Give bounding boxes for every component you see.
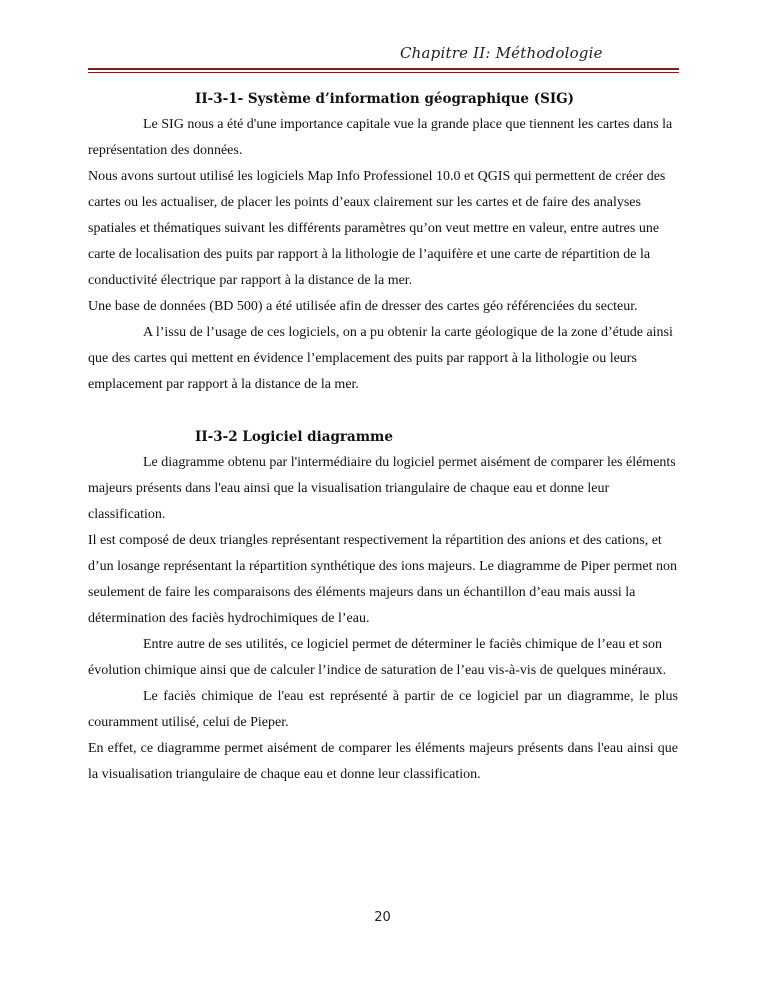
section-title-diagramme: II-3-2 Logiciel diagramme [195, 429, 393, 445]
paragraph: A l’issu de l’usage de ces logiciels, on a pu obtenir la carte géologique de la zone d’étude ainsi que des cartes qui mettent en évidence l’emplacement des puits par rapport à la lithologie ou leurs emplacement par rapport à la distance de la mer. [88, 325, 673, 392]
section-spacer [88, 398, 678, 424]
paragraph: Le SIG nous a été d'une importance capitale vue la grande place que tiennent les cartes dans la représentation des données. [88, 117, 673, 158]
paragraph: Une base de données (BD 500) a été utilisée afin de dresser des cartes géo référenciées du secteur. [88, 299, 638, 314]
section-title-sig: II-3-1- Système d’information géographique (SIG) [195, 91, 575, 107]
paragraph: Entre autre de ses utilités, ce logiciel permet de déterminer le faciès chimique de l’eau et son évolution chimique ainsi que de calculer l’indice de saturation de l’eau vis-à-vis de quelques minéraux. [88, 637, 667, 678]
page-number: 20 [374, 910, 391, 925]
paragraph: Nous avons surtout utilisé les logiciels Map Info Professionel 10.0 et QGIS qui permettent de créer des cartes ou les actualiser, de placer les points d’eaux clairement sur les cartes et de faire des analyses spatiales et thématiques suivant les différents paramètres qu’on veut mettre en valeur, entre autres une carte de localisation des puits par rapport à la lithologie de l’aquifère et une carte de répartition de la conductivité électrique par rapport à la distance de la mer. [88, 169, 666, 288]
running-header: Chapitre II: Méthodologie [400, 44, 603, 62]
paragraph: Il est composé de deux triangles représentant respectivement la répartition des anions et des cations, et d’un losange représentant la répartition synthétique des ions majeurs. Le diagramme de Piper permet non seulement de faire les comparaisons des éléments majeurs dans un échantillon d’eau mais aussi la détermination des faciès hydrochimiques de l’eau. [88, 533, 677, 626]
paragraph: En effet, ce diagramme permet aisément de comparer les éléments majeurs présents dans l'eau ainsi que la visualisation triangulaire de chaque eau et donne leur classification. [88, 741, 678, 782]
header-rule-thick [88, 68, 679, 70]
paragraph: Le faciès chimique de l'eau est représenté à partir de ce logiciel par un diagramme, le plus couramment utilisé, celui de Pieper. [88, 689, 678, 730]
paragraph: Le diagramme obtenu par l'intermédiaire du logiciel permet aisément de comparer les éléments majeurs présents dans l'eau ainsi que la visualisation triangulaire de chaque eau et donne leur classification. [88, 455, 676, 522]
page-body [88, 86, 678, 788]
header-rule-thin [88, 72, 679, 73]
